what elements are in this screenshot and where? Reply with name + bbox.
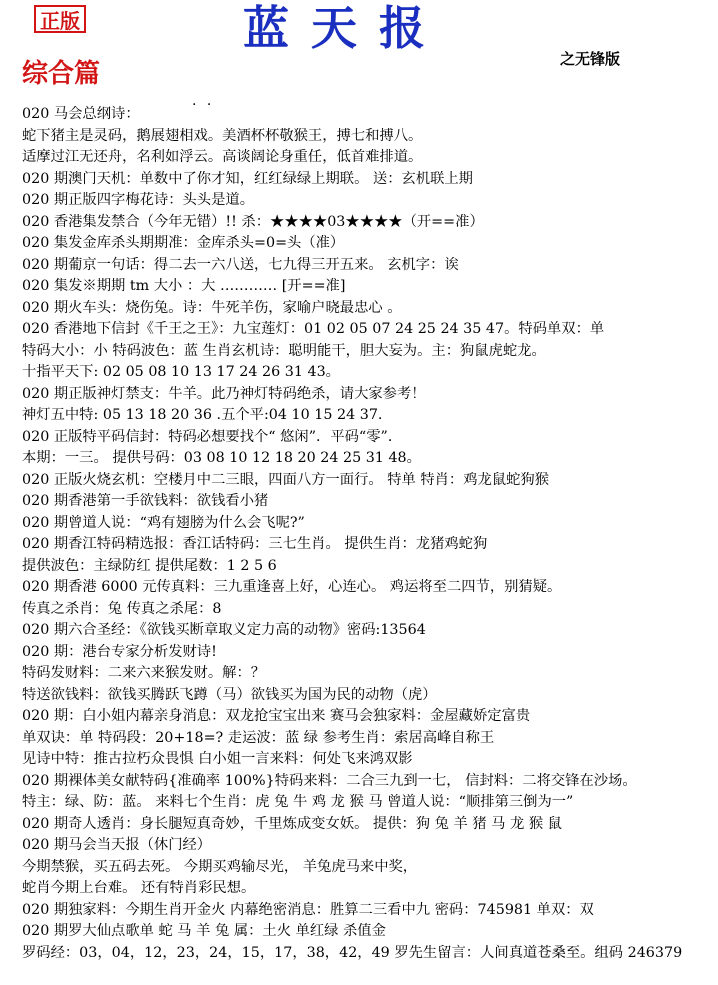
text-line: 特码大小：小 特码波色：蓝 生肖玄机诗：聪明能干，胆大妄为。主：狗鼠虎蛇龙。 (22, 342, 546, 359)
text-line: 特主：绿、防：蓝。 来料七个生肖：虎 兔 牛 鸡 龙 猴 马 曾道人说：“顺排第三倒为一” (22, 794, 574, 810)
text-line: 020 期马会当天报（休门经） (22, 837, 212, 853)
text-line: 020 正版火烧玄机：空楼月中二三眼，四面八方一面行。 特单 特肖：鸡龙鼠蛇狗猴 (22, 471, 550, 488)
edition-badge: 正版 (34, 5, 86, 33)
text-line: 020 期独家料：今期生肖开金火 内幕绝密消息：胜算二三看中九 密码：745981 单双：双 (22, 901, 594, 918)
text-line: 020 期正版四字梅花诗：头头是道。 (22, 192, 254, 208)
content-body (22, 104, 712, 964)
text-line: 提供波色：主绿防红 提供尾数：1 2 5 6 (22, 557, 277, 574)
text-line: 020 期香港 6000 元传真料：三九重逢喜上好，心连心。 鸡运将至二四节，别猜疑。 (22, 579, 562, 595)
text-line: 020 期澳门天机：单数中了你才知，红红绿绿上期联。 送：玄机联上期 (22, 170, 473, 187)
text-line: 020 期罗大仙点歌单 蛇 马 羊 兔 属：土火 单红绿 杀值金 (22, 923, 386, 939)
text-line: 020 期香江特码精选报：香江话特码：三七生肖。 提供生肖：龙猪鸡蛇狗 (22, 536, 488, 552)
text-line: 020 期火车头：烧伤兔。诗：牛死羊伤，家喻户晓最忠心 。 (22, 299, 402, 316)
decorative-dots: · · (192, 97, 215, 113)
text-line: 020 香港地下信封《千王之王》：九宝莲灯：01 02 05 07 24 25 24 35 47。特码单双：单 (22, 321, 605, 337)
text-line: 传真之杀肖：兔 传真之杀尾：8 (22, 600, 222, 617)
text-line: 特码发财料：二来六来猴发财。解：？ (22, 665, 266, 681)
text-line: 罗码经：03，04，12，23，24，15，17，38，42，49 罗先生留言：人间真道苍桑至。组码 246379 (22, 944, 683, 961)
text-line: 今期禁猴，买五码去死。 今期买鸡输尽光， 羊兔虎马来中奖， (22, 858, 418, 875)
text-line: 神灯五中特: 05 13 18 20 36 .五个平:04 10 15 24 37. (22, 407, 383, 423)
text-line: 020 马会总纲诗： (22, 106, 140, 122)
text-line: 020 集发※期期 tm 大小 ：大 ………… [开==准] (22, 278, 346, 294)
text-line: 适摩过江无还舟，名利如浮云。高谈阔论身重任，低首难排道。 (22, 149, 423, 165)
text-line: 020 期香港第一手欲钱料：欲钱看小猪 (22, 493, 269, 509)
text-line: 单双诀：单 特码段：20+18=? 走运波：蓝 绿 参考生肖：索居高峰自称王 (22, 729, 495, 746)
text-line: 020 期裸体美女献特码{准确率 100%}特码来料：二合三九到一七， 信封料：二将交锋在沙场。 (22, 772, 637, 789)
text-line: 020 香港集发禁合（今年无错）!! 杀：★★★★03★★★★（开==准） (22, 213, 484, 230)
text-line: 020 集发金库杀头期期准：金库杀头=0=头（准） (22, 235, 345, 251)
text-line: 020 期正版神灯禁支：牛羊。此乃神灯特码绝杀，请大家参考！ (22, 385, 426, 402)
text-line: 本期：一三。 提供号码：03 08 10 12 18 20 24 25 31 48。 (22, 450, 421, 466)
text-line: 020 正版特平码信封：特码必想要找个“ 悠闲”．平码“零”． (22, 428, 403, 445)
text-line: 十指平天下: 02 05 08 10 13 17 24 26 31 43。 (22, 364, 340, 380)
text-line: 特送欲钱料：欲钱买腾跃飞蹲（马）欲钱买为国为民的动物（虎） (22, 686, 437, 703)
text-line: 020 期六合圣经：《欲钱买断章取义定力高的动物》密码:13564 (22, 622, 426, 638)
text-line: 020 期曾道人说：“鸡有翅膀为什么会飞呢?” (22, 514, 305, 531)
text-line: 蛇肖今期上台难。 还有特肖彩民想。 (22, 880, 256, 896)
section-title: 综合篇 (22, 59, 101, 89)
edition-label: 之无锋版 (560, 50, 621, 68)
text-line: 020 期：白小姐内幕亲身消息：双龙抢宝宝出来 赛马会独家料：金屋藏娇定富贵 (22, 708, 531, 724)
page-title: 蓝天报 (243, 1, 447, 55)
text-line: 020 期葡京一句话：得二去一六八送，七九得三开五来。 玄机字：诶 (22, 256, 459, 273)
text-line: 020 期：港台专家分析发财诗! (22, 643, 217, 660)
text-line: 020 期奇人透肖：身长腿短真奇妙，千里炼成变女妖。 提供：狗 兔 羊 猪 马 龙 猴 鼠 (22, 815, 562, 832)
text-line: 蛇下猪主是灵码，鹅展翅相戏。美酒杯杯敬猴王，搏七和搏八。 (22, 127, 423, 144)
text-line: 见诗中特：推古拉朽众畏惧 白小姐一言来料：何处飞来鸿双影 (22, 751, 413, 767)
